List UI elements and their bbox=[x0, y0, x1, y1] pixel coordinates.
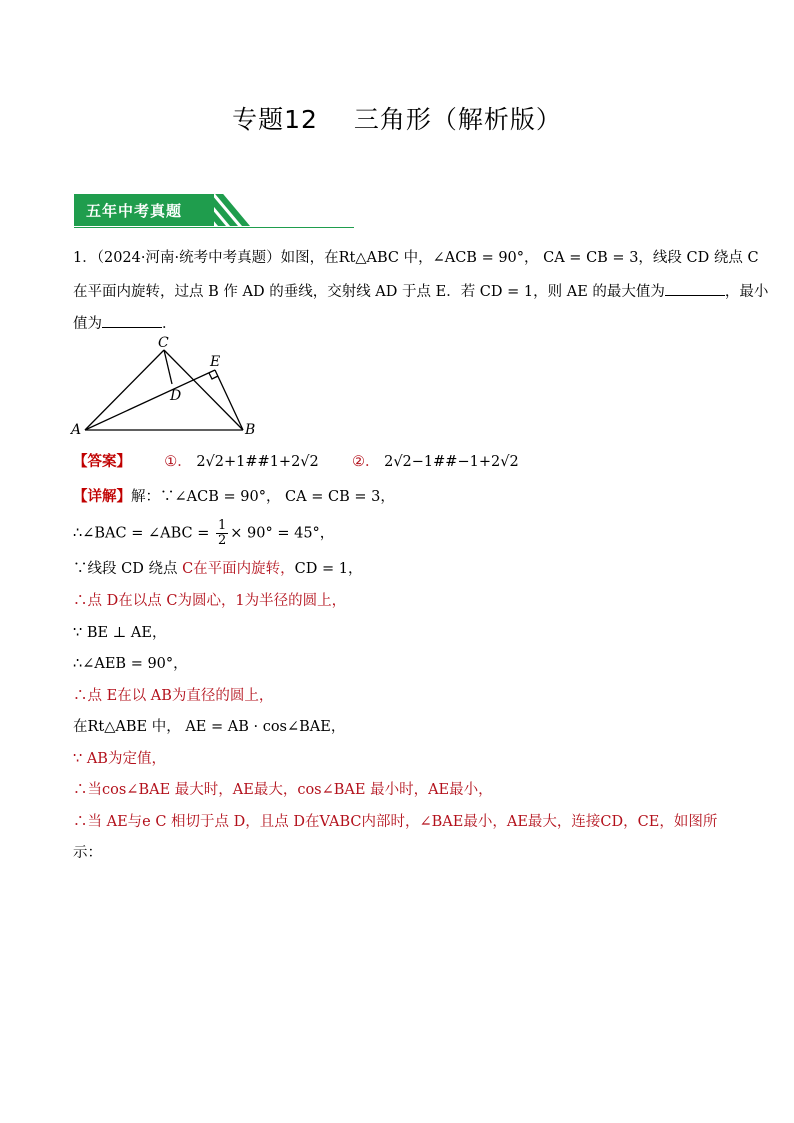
solution-line-6: ∴∠AEB = 90°， bbox=[73, 656, 188, 672]
fraction-half: $\frac{1}{2}$ bbox=[217, 518, 227, 548]
solution-line-3: ∵线段 CD 绕点 C在平面内旋转，CD = 1， bbox=[73, 561, 363, 577]
section-banner bbox=[74, 194, 354, 230]
solution-line-8: 在Rt△ABE 中， AE = AB · cos∠BAE， bbox=[73, 719, 346, 735]
label-c: C bbox=[158, 335, 169, 351]
solution-line-4: ∴点 D在以点 C为圆心，1为半径的圆上， bbox=[73, 593, 347, 609]
solution-line-7: ∴点 E在以 AB为直径的圆上， bbox=[73, 688, 274, 704]
solution-line-11: ∴当 AE与e C 相切于点 D，且点 D在VABC内部时，∠BAE最小，AE最大，连接CD，CE，如图所 bbox=[73, 814, 718, 830]
label-b: B bbox=[245, 422, 256, 438]
solution-line-2: ∴∠BAC = ∠ABC = $\frac{1}{2}$ × 90° = 45°， bbox=[73, 518, 335, 548]
solution-line-12: 示： bbox=[73, 845, 102, 861]
solution-line-9: ∵ AB为定值， bbox=[73, 751, 166, 767]
page-title bbox=[0, 100, 794, 136]
answer-tag: 【答案】 bbox=[73, 454, 131, 470]
answer-blank-min bbox=[102, 313, 162, 328]
solution-line-5: ∵ BE ⊥ AE， bbox=[73, 625, 167, 641]
problem-line-1: 1．（2024·河南·统考中考真题）如图，在Rt△ABC 中，∠ACB = 90°， CA = CB = 3，线段 CD 绕点 C bbox=[73, 250, 759, 266]
triangle-figure bbox=[68, 332, 268, 438]
segment-ac bbox=[85, 350, 164, 430]
segment-ae bbox=[85, 370, 215, 430]
solution-tag: 【详解】 bbox=[73, 489, 131, 505]
answer-line bbox=[73, 452, 519, 472]
label-e: E bbox=[210, 354, 221, 370]
answer-value-1: 2√2+1##1+2√2 bbox=[196, 454, 319, 470]
solution-line-10: ∴当cos∠BAE 最大时，AE最大，cos∠BAE 最小时，AE最小， bbox=[73, 782, 493, 798]
problem-line-3: 值为 ． bbox=[73, 313, 177, 334]
answer-blank-max bbox=[665, 281, 725, 296]
solution-line-1: 【详解】解：∵∠ACB = 90°， CA = CB = 3， bbox=[73, 489, 395, 505]
title-topic-number: 专题12 bbox=[232, 105, 318, 134]
answer-value-2: 2√2−1##−1+2√2 bbox=[384, 454, 519, 470]
segment-eb bbox=[215, 370, 243, 430]
label-a: A bbox=[71, 422, 82, 438]
answer-marker-2: ②． bbox=[351, 454, 380, 470]
answer-marker-1: ①． bbox=[164, 454, 192, 470]
title-topic-name: 三角形（解析版） bbox=[353, 105, 562, 134]
segment-cd bbox=[164, 350, 172, 384]
label-d: D bbox=[170, 388, 182, 404]
problem-line-2: 在平面内旋转，过点 B 作 AD 的垂线，交射线 AD 于点 E．若 CD = 1，则 AE 的最大值为 ，最小 bbox=[73, 281, 768, 302]
section-banner-label: 五年中考真题 bbox=[86, 202, 183, 220]
